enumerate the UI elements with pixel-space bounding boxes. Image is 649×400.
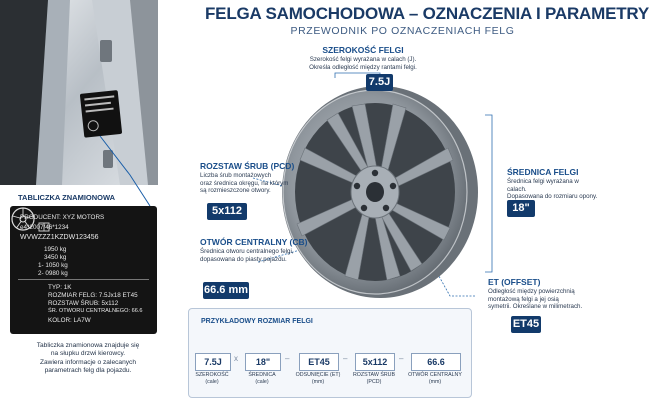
- sample-diameter-value: 18": [245, 353, 281, 371]
- diameter-value-badge: 18": [507, 200, 535, 217]
- diameter-label: ŚREDNICA FELGI: [507, 167, 579, 177]
- sample-heading: PRZYKŁADOWY ROZMIAR FELGI: [201, 318, 313, 325]
- offset-label: ET (OFFSET): [488, 277, 541, 287]
- plate-bolt-pattern: ROZSTAW ŚRUB: 5x112: [48, 300, 119, 307]
- center-bore-label: OTWÓR CENTRALNY (CB): [200, 237, 308, 247]
- sample-offset-value: ET45: [299, 353, 339, 371]
- sample-dash-3: –: [399, 354, 404, 363]
- offset-value-badge: ET45: [511, 316, 541, 333]
- sample-width-value: 7.5J: [195, 353, 231, 371]
- pcd-value-badge: 5x112: [207, 203, 247, 220]
- sample-dash-2: –: [343, 354, 348, 363]
- sample-pcd-value: 5x112: [355, 353, 395, 371]
- width-label: SZEROKOŚĆ FELGI: [322, 45, 404, 55]
- plate-rim-size: ROZMIAR FELG: 7.5Jx18 ET45: [48, 292, 138, 299]
- plate-weight-4: 2- 0980 kg: [38, 270, 68, 277]
- diameter-description: Średnica felgi wyrażana w calach. Dopasowana do rozmiaru opony.: [507, 178, 598, 201]
- pcd-description: Liczba śrub montażowych oraz średnica okręgu, na którym są rozmieszczone otwory.: [200, 172, 289, 195]
- plate-type: TYP: 1K: [48, 284, 72, 291]
- sample-times-sign: x: [234, 354, 238, 363]
- plate-color: KOLOR: LA7W: [48, 317, 91, 324]
- plate-weight-1: 1950 kg: [44, 246, 67, 253]
- center-bore-description: Średnica otworu centralnego felgi, dopasowana do piasty pojazdu.: [200, 248, 294, 263]
- sample-width-caption: SZEROKOŚĆ (cale): [195, 372, 229, 385]
- sample-pcd-caption: ROZSTAW ŚRUB (PCD): [352, 372, 396, 385]
- plate-weight-3: 1- 1050 kg: [38, 262, 68, 269]
- sample-dash-1: –: [285, 354, 290, 363]
- width-value-badge: 7.5J: [366, 74, 393, 91]
- pcd-label: ROZSTAW ŚRUB (PCD): [200, 161, 295, 171]
- sample-bore-caption: OTWÓR CENTRALNY (mm): [408, 372, 462, 385]
- plate-center-bore: ŚR. OTWORU CENTRALNEGO: 66.6: [48, 308, 143, 314]
- plate-caption: Tabliczka znamionowa znajduje się na słupku drzwi kierowcy. Zawiera informacje o zalecanych parametrach felg dla pojazdu.: [36, 342, 140, 375]
- vehicle-data-plate: [10, 206, 157, 334]
- center-bore-value-badge: 66.6 mm: [203, 282, 249, 299]
- sample-diameter-caption: ŚREDNICA (cale): [248, 372, 276, 385]
- sample-offset-caption: ODSUNIĘCIE (ET) (mm): [295, 372, 341, 385]
- width-description: Szerokość felgi wyrażana w calach (J). Określa odległość między rantami felgi.: [309, 56, 417, 71]
- plate-producer: PRODUCENT: XYZ MOTORS: [20, 214, 105, 221]
- plate-heading: TABLICZKA ZNAMIONOWA: [18, 193, 116, 202]
- sample-bore-value: 66.6: [411, 353, 461, 371]
- sample-rim-size-panel: [188, 308, 472, 398]
- page-title: FELGA SAMOCHODOWA – OZNACZENIA I PARAMETRY: [205, 4, 649, 23]
- offset-description: Odległość między powierzchnią montażową felgi a jej osią symetrii. Określane w milimetrach.: [488, 288, 583, 311]
- plate-divider: [18, 279, 149, 280]
- plate-approval: e4*2007/46*1234: [20, 224, 69, 231]
- plate-weight-2: 3450 kg: [44, 254, 67, 261]
- plate-vin: WVWZZZ1KZDW123456: [20, 234, 99, 241]
- page-subtitle: PRZEWODNIK PO OZNACZENIACH FELG: [290, 25, 515, 37]
